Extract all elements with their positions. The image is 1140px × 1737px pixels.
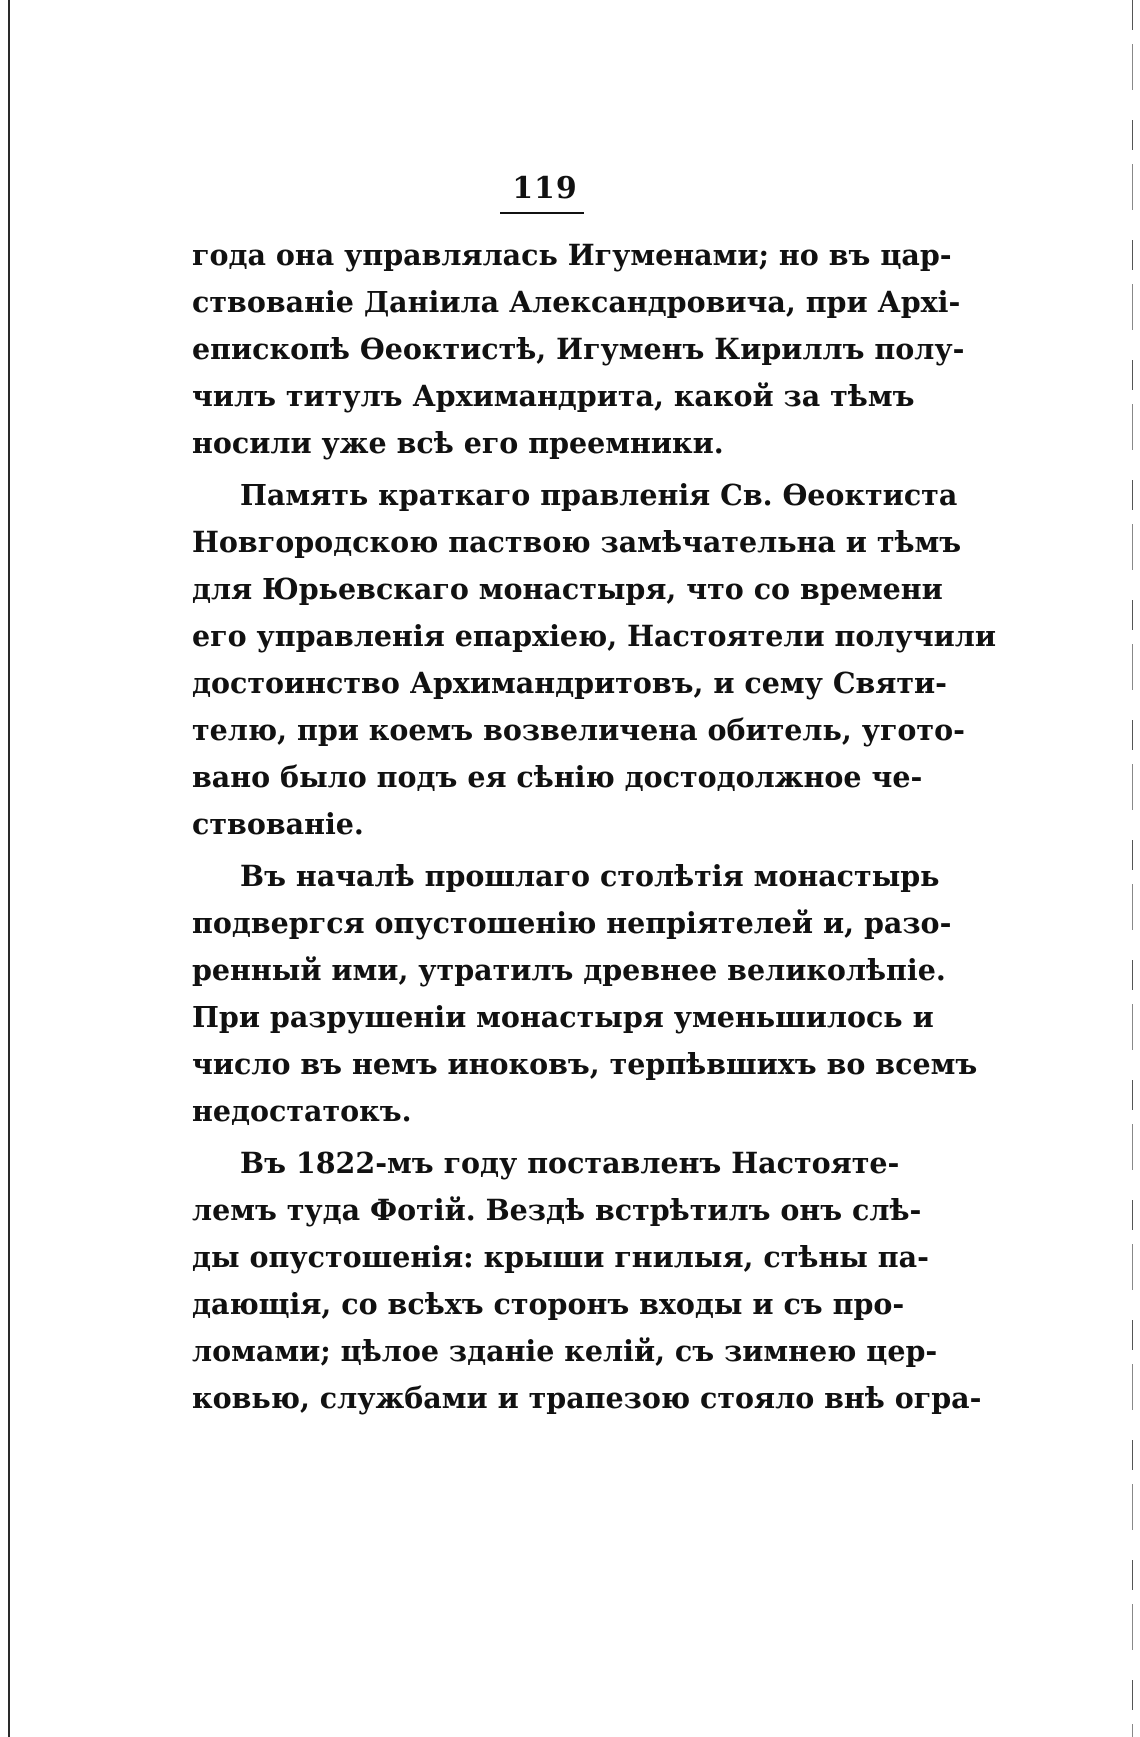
text-line: ломами; цѣлое зданіе келій, съ зимнею цер-	[192, 1334, 938, 1368]
text-line: ды опустошенія: крыши гнилыя, стѣны па-	[192, 1240, 929, 1274]
text-line: года она управлялась Игуменами; но въ цар-	[192, 238, 952, 272]
text-line: епископѣ Ѳеоктистѣ, Игуменъ Кириллъ полу-	[192, 332, 965, 366]
text-line: Память краткаго правленія Св. Ѳеоктиста	[240, 478, 958, 512]
text-line: вано было подъ ея сѣнію достодолжное че-	[192, 760, 923, 794]
text-line: недостатокъ.	[192, 1094, 412, 1128]
page-right-edge	[1132, 0, 1133, 1737]
text-line: число въ немъ иноковъ, терпѣвшихъ во всемъ	[192, 1047, 978, 1081]
text-line: дающія, со всѣхъ сторонъ входы и съ про-	[192, 1287, 905, 1321]
text-line: ствованіе.	[192, 807, 364, 841]
page-number: 119	[512, 171, 578, 206]
text-line: лемъ туда Фотій. Вездѣ встрѣтилъ онъ слѣ-	[192, 1193, 922, 1227]
text-line: ковью, службами и трапезою стояло внѣ огра-	[192, 1381, 982, 1415]
text-line: ренный ими, утратилъ древнее великолѣпіе.	[192, 953, 946, 987]
text-line: чилъ титулъ Архимандрита, какой за тѣмъ	[192, 379, 915, 413]
paragraph-1	[192, 232, 965, 467]
text-line: для Юрьевскаго монастыря, что со времени	[192, 572, 943, 606]
text-line: Новгородскою паствою замѣчательна и тѣмъ	[192, 525, 962, 559]
text-line: Въ 1822-мъ году поставленъ Настояте-	[240, 1146, 900, 1180]
text-line: его управленія епархіею, Настоятели получили	[192, 619, 996, 653]
text-line: ствованіе Даніила Александровича, при Архі-	[192, 285, 961, 319]
text-line: Въ началѣ прошлаго столѣтія монастырь	[240, 859, 940, 893]
page-number-underline	[500, 212, 584, 214]
text-line: телю, при коемъ возвеличена обитель, угото-	[192, 713, 965, 747]
body-text	[192, 232, 996, 1422]
text-line: достоинство Архимандритовъ, и сему Святи-	[192, 666, 947, 700]
paragraph-2	[192, 472, 996, 848]
text-line: носили уже всѣ его преемники.	[192, 426, 724, 460]
text-line: подвергся опустошенію непріятелей и, разо-	[192, 906, 952, 940]
page-left-edge	[8, 0, 10, 1737]
paragraph-4	[192, 1140, 982, 1422]
text-line: При разрушеніи монастыря уменьшилось и	[192, 1000, 934, 1034]
paragraph-3	[192, 853, 978, 1135]
